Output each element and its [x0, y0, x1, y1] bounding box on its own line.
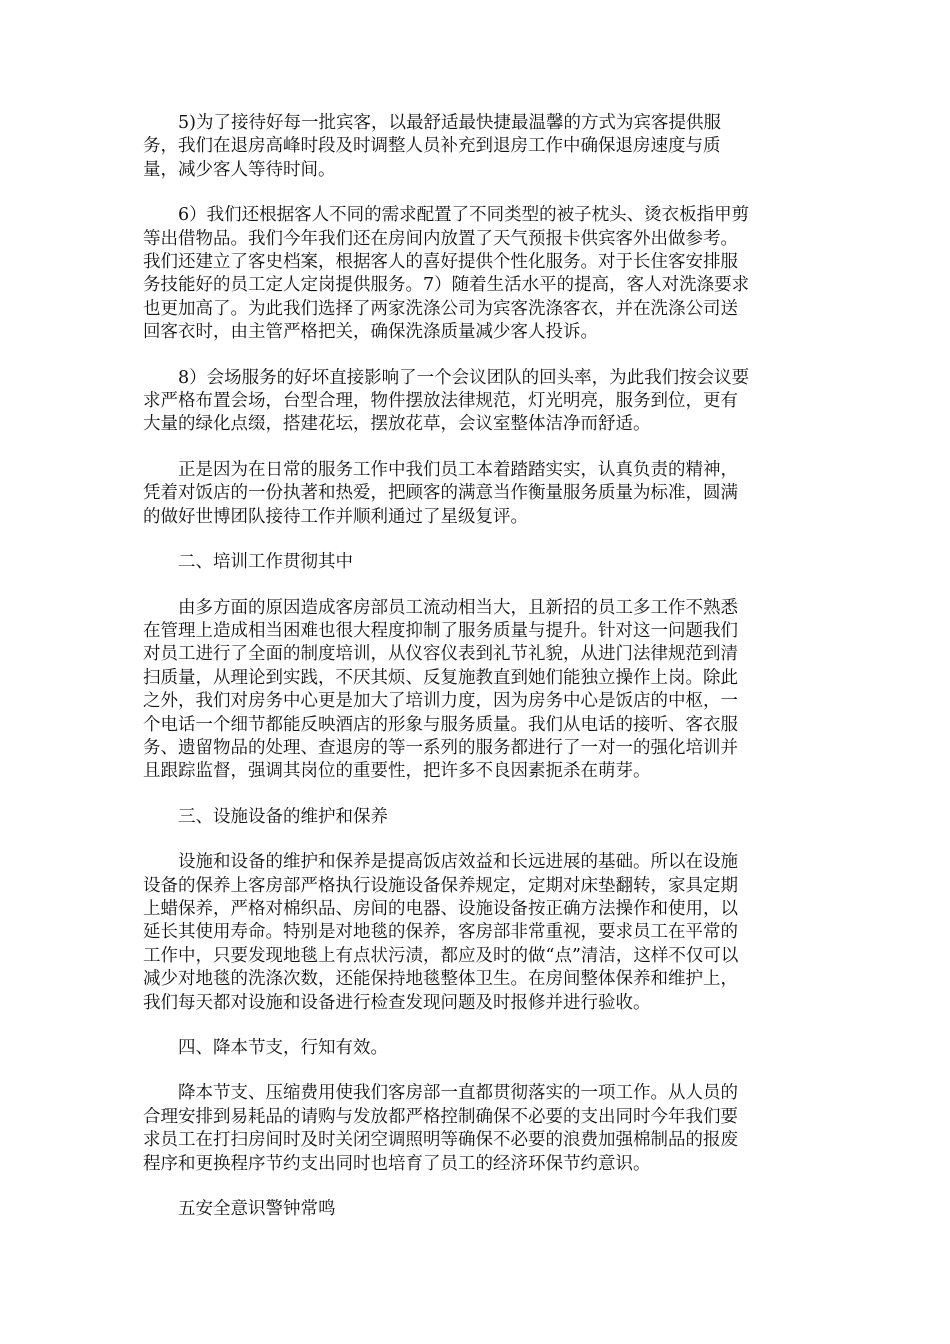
text-line: 6）我们还根据客人不同的需求配置了不同类型的被子枕头、烫衣板指甲剪 [178, 205, 750, 226]
text-line: 求员工在打扫房间时及时关闭空调照明等确保不必要的浪费加强棉制品的报废 [143, 1130, 738, 1151]
text-line: 正是因为在日常的服务工作中我们员工本着踏踏实实，认真负责的精神， [178, 459, 738, 480]
text-line: 减少对地毯的洗涤次数，还能保持地毯整体卫生。在房间整体保养和维护上， [143, 969, 738, 990]
text-line: 8）会场服务的好坏直接影响了一个会议团队的回头率，为此我们按会议要 [178, 367, 750, 388]
text-line: 对员工进行了全面的制度培训，从仪容仪表到礼节礼貌，从进门法律规范到清 [143, 644, 738, 665]
text-line: 在管理上造成相当困难也很大程度抑制了服务质量与提升。针对这一问题我们 [143, 620, 738, 641]
text-line: 务，我们在退房高峰时段及时调整人员补充到退房工作中确保退房速度与质 [143, 136, 721, 157]
text-line: 务、遗留物品的处理、查退房的等一系列的服务都进行了一对一的强化培训并 [143, 737, 738, 758]
text-line: 四、降本节支，行知有效。 [178, 1038, 388, 1058]
body-paragraph [143, 851, 808, 1015]
text-line: 延长其使用寿命。特别是对地毯的保养，客房部非常重视，要求员工在平常的 [143, 922, 738, 943]
body-paragraph [143, 367, 808, 437]
text-line: 大量的绿化点缀，搭建花坛，摆放花草，会议室整体洁净而舒适。 [143, 414, 651, 435]
body-paragraph [143, 204, 808, 344]
text-line: 我们每天都对设施和设备进行检查发现问题及时报修并进行验收。 [143, 992, 651, 1013]
text-line: 二、培训工作贯彻其中 [178, 552, 353, 573]
text-line: 降本节支、压缩费用使我们客房部一直都贯彻落实的一项工作。从人员的 [178, 1083, 738, 1104]
text-line: 务技能好的员工定人定岗提供服务。7）随着生活水平的提高，客人对洗涤要求 [143, 275, 750, 296]
text-line: 由多方面的原因造成客房部员工流动相当大，且新招的员工多工作不熟悉 [178, 597, 738, 618]
body-paragraph [143, 1082, 808, 1176]
text-line: 三、设施设备的维护和保养 [178, 806, 388, 827]
text-line: 量，减少客人等待时间。 [143, 159, 336, 180]
text-line: 求严格布置会场，台型合理，物件摆放法律规范，灯光明亮，服务到位，更有 [143, 391, 738, 412]
text-line: 工作中，只要发现地毯上有点状污渍，都应及时的做“点”清洁，这样不仅可以 [143, 945, 739, 966]
text-line: 5)为了接待好每一批宾客，以最舒适最快捷最温馨的方式为宾客提供服 [178, 113, 721, 133]
body-paragraph [143, 459, 808, 529]
text-line: 等出借物品。我们今年我们还在房间内放置了天气预报卡供宾客外出做参考。 [143, 228, 738, 249]
text-line: 的做好世博团队接待工作并顺利通过了星级复评。 [143, 506, 528, 527]
text-line: 也更加高了。为此我们选择了两家洗涤公司为宾客洗涤客衣，并在洗涤公司送 [143, 298, 738, 319]
text-line: 凭着对饭店的一份执著和热爱，把顾客的满意当作衡量服务质量为标准，圆满 [143, 483, 738, 504]
section-heading [143, 806, 808, 829]
section-heading [143, 551, 808, 574]
text-line: 我们还建立了客史档案，根据客人的喜好提供个性化服务。对于长住客安排服 [143, 252, 738, 273]
section-heading [143, 1037, 808, 1060]
body-paragraph [143, 112, 808, 182]
text-line: 回客衣时，由主管严格把关，确保洗涤质量减少客人投诉。 [143, 322, 598, 343]
text-line: 且跟踪监督，强调其岗位的重要性，把许多不良因素扼杀在萌芽。 [143, 761, 651, 782]
text-line: 个电话一个细节都能反映酒店的形象与服务质量。我们从电话的接听、客衣服 [143, 714, 738, 735]
body-paragraph [143, 597, 808, 784]
text-line: 上蜡保养，严格对棉织品、房间的电器、设施设备按正确方法操作和使用，以 [143, 898, 738, 919]
text-line: 程序和更换程序节约支出同时也培育了员工的经济环保节约意识。 [143, 1153, 651, 1174]
text-line: 五安全意识警钟常鸣 [178, 1199, 336, 1220]
document-body [143, 112, 808, 1243]
section-heading [143, 1198, 808, 1221]
text-line: 设施和设备的维护和保养是提高饭店效益和长远进展的基础。所以在设施 [178, 852, 738, 873]
text-line: 扫质量，从理论到实践，不厌其烦、反复施教直到她们能独立操作上岗。除此 [143, 667, 738, 688]
text-line: 之外，我们对房务中心更是加大了培训力度，因为房务中心是饭店的中枢，一 [143, 691, 738, 712]
text-line: 设备的保养上客房部严格执行设施设备保养规定，定期对床垫翻转，家具定期 [143, 875, 738, 896]
text-line: 合理安排到易耗品的请购与发放都严格控制确保不必要的支出同时今年我们要 [143, 1106, 738, 1127]
